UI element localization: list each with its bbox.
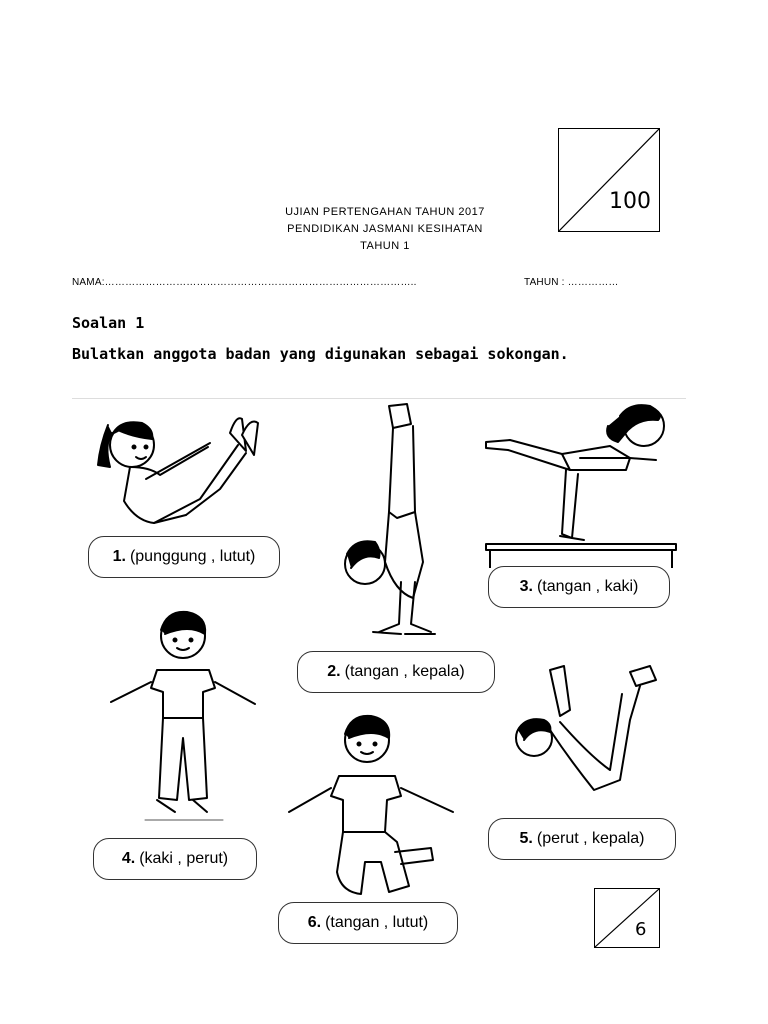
grade-title: TAHUN 1	[360, 240, 410, 252]
question-title: Soalan 1	[72, 314, 145, 332]
answer-option-1[interactable]	[88, 536, 280, 578]
answer-option-3[interactable]	[488, 566, 670, 608]
section-score-box	[594, 888, 660, 948]
year-field[interactable]: TAHUN : ……………	[524, 277, 619, 288]
option-number: 2.	[327, 663, 341, 680]
subject-title: PENDIDIKAN JASMANI KESIHATAN	[287, 223, 483, 235]
answer-option-5[interactable]	[488, 818, 676, 860]
option-text: (punggung , lutut)	[129, 548, 256, 565]
exam-title: UJIAN PERTENGAHAN TAHUN 2017	[285, 206, 485, 218]
option-number: 1.	[112, 548, 126, 565]
option-number: 5.	[519, 830, 533, 847]
section-score-value: 6	[635, 919, 647, 940]
figure-standing-boy	[105, 608, 265, 828]
answer-option-6[interactable]	[278, 902, 458, 944]
figure-superman-boy	[510, 660, 665, 810]
figure-v-sit-girl	[90, 405, 270, 530]
figure-balance-girl	[480, 398, 680, 568]
section-score-diagonal	[595, 889, 659, 947]
option-text: (kaki , perut)	[139, 850, 229, 867]
option-text: (tangan , kaki)	[536, 578, 639, 595]
figure-handstand-boy	[335, 402, 445, 647]
option-text: (tangan , lutut)	[325, 914, 429, 931]
name-field[interactable]: NAMA:………………………………………………………………………………..	[72, 277, 417, 288]
option-number: 3.	[519, 578, 533, 595]
answer-option-2[interactable]	[297, 651, 495, 693]
option-text: (perut , kepala)	[536, 830, 645, 847]
option-number: 6.	[307, 914, 322, 931]
question-instruction: Bulatkan anggota badan yang digunakan sebagai sokongan.	[72, 345, 569, 363]
answer-option-4[interactable]	[93, 838, 257, 880]
total-score-box	[558, 128, 660, 232]
figure-kneeling-boy	[285, 712, 460, 902]
option-text: (tangan , kepala)	[344, 663, 465, 680]
score-diagonal	[559, 129, 659, 231]
option-number: 4.	[121, 850, 136, 867]
total-score-value: 100	[609, 189, 651, 214]
